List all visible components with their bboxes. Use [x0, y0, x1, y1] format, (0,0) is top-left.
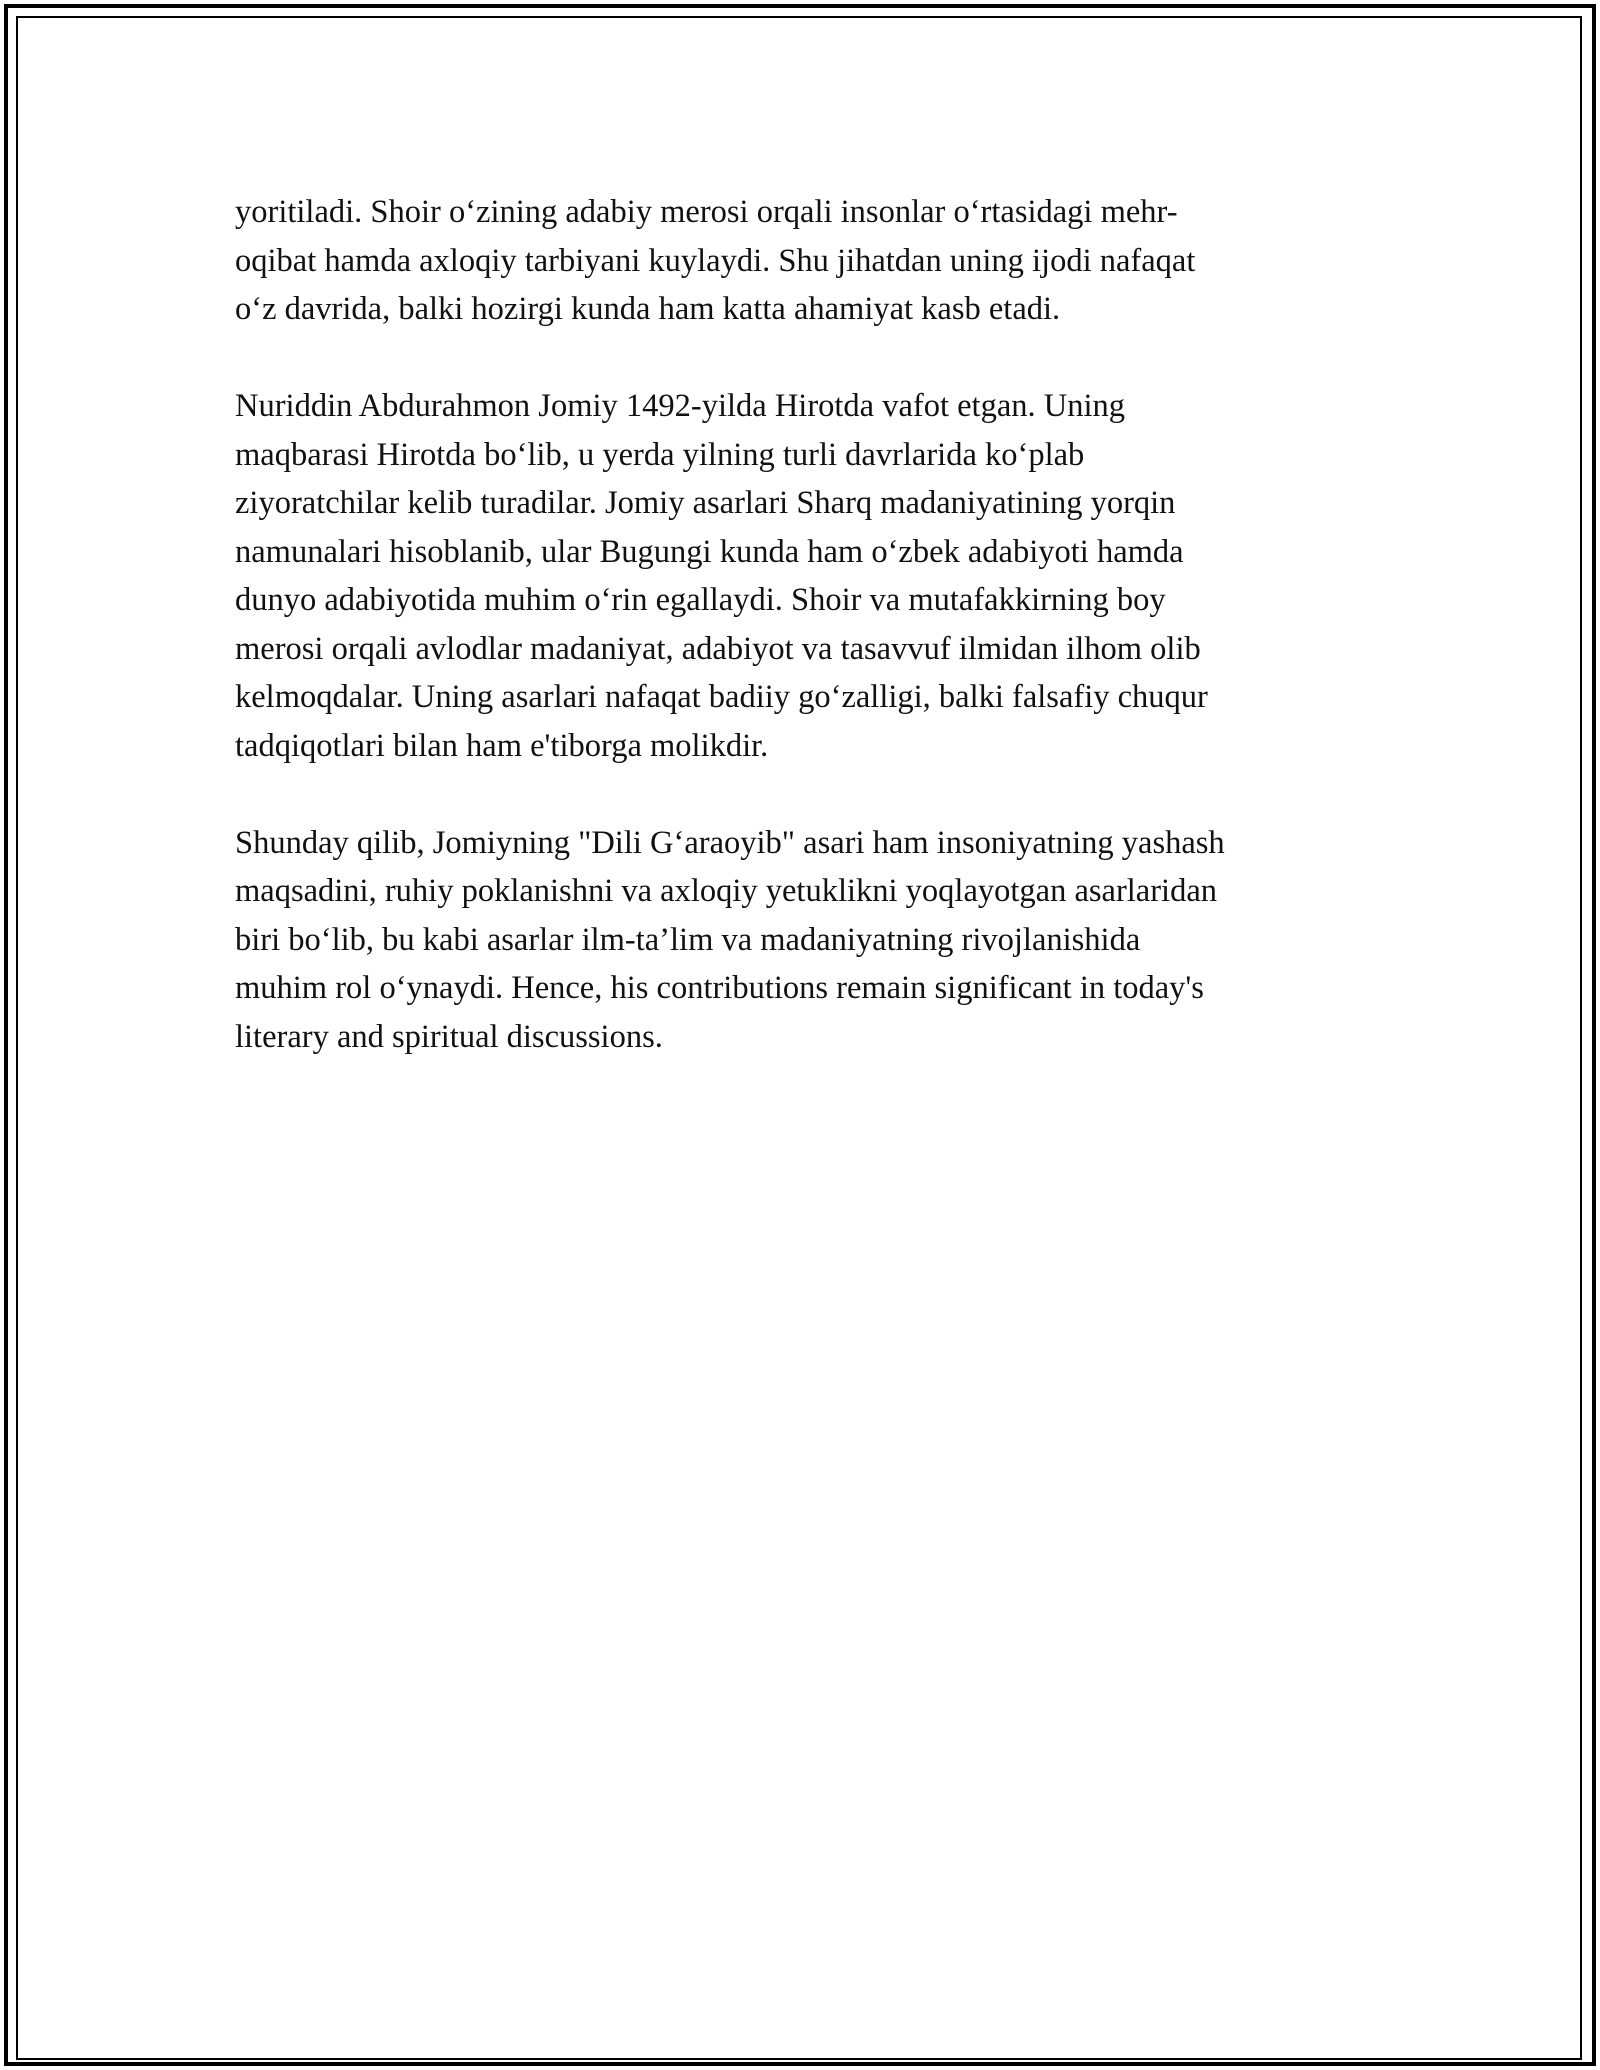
paragraph: Shunday qilib, Jomiyning "Dili G‘araoyib" asari ham insoniyatning yashash maqsadini, ruhiy poklanishni va axloqiy yetuklikni yoqlayotgan asarlaridan biri bo‘lib, bu kabi asarlar ilm-ta’lim va madaniyatning rivojlanishida muhim rol o‘ynaydi. Hence, his contributions remain significant in today's literary and spiritual discussions. [235, 824, 1225, 1055]
paragraph: yoritiladi. Shoir o‘zining adabiy merosi orqali insonlar o‘rtasidagi mehr- oqibat hamda axloqiy tarbiyani kuylaydi. Shu jihatdan uning ijodi nafaqat o‘z davrida, balki hozirgi kunda ham katta ahamiyat kasb etadi. [235, 194, 1196, 327]
document-body [235, 188, 1355, 1110]
paragraph: Nuriddin Abdurahmon Jomiy 1492-yilda Hirotda vafot etgan. Uning maqbarasi Hirotda bo‘lib, u yerda yilning turli davrlarida ko‘plab ziyoratchilar kelib turadilar. Jomiy asarlari Sharq madaniyatining yorqin namunalari hisoblanib, ular Bugungi kunda ham o‘zbek adabiyoti hamda dunyo adabiyotida muhim o‘rin egallaydi. Shoir va mutafakkirning boy merosi orqali avlodlar madaniyat, adabiyot va tasavvuf ilmidan ilhom olib kelmoqdalar. Uning asarlari nafaqat badiiy go‘zalligi, balki falsafiy chuqur tadqiqotlari bilan ham e'tiborga molikdir. [235, 388, 1208, 764]
